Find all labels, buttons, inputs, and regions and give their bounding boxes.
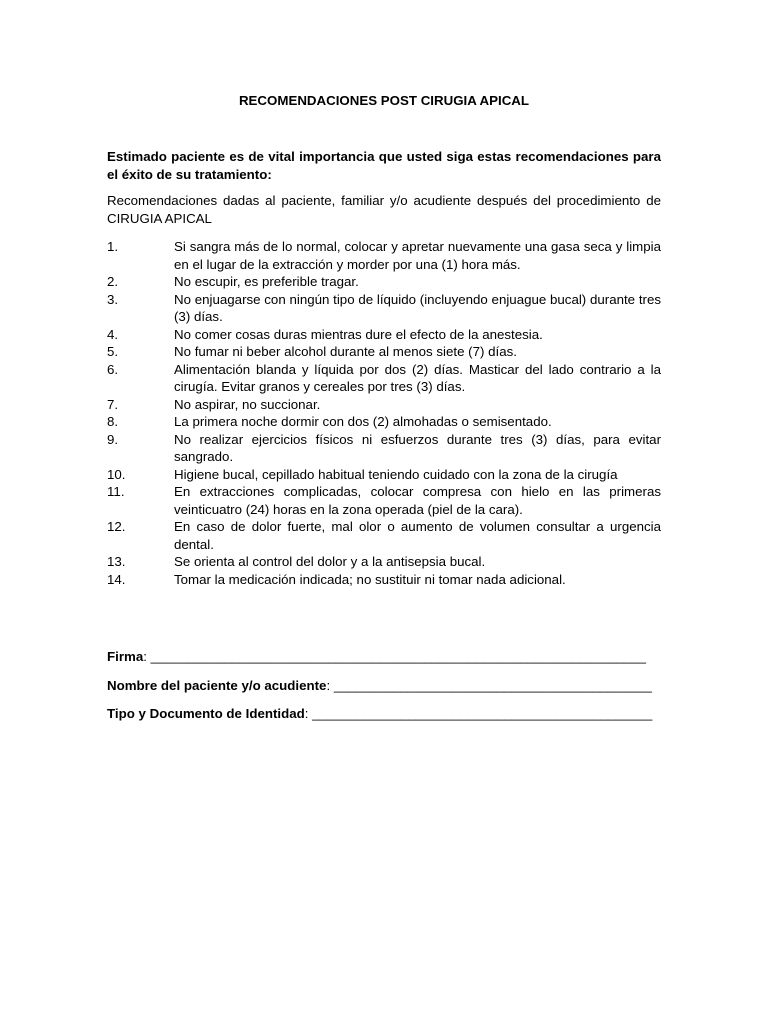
- recommendations-list: [107, 238, 661, 588]
- description-paragraph: Recomendaciones dadas al paciente, familiar y/o acudiente después del procedimiento de CIRUGIA APICAL: [107, 193, 661, 226]
- list-item: [107, 413, 661, 431]
- list-item: [107, 483, 661, 518]
- item-number: 9 .: [107, 431, 171, 449]
- item-text: Si sangra más de lo normal, colocar y apretar nuevamente una gasa seca y limpia en el lugar de la extracción y morder por una (1) hora más.: [174, 239, 661, 272]
- patient-name-row: [107, 677, 667, 695]
- list-item: [107, 553, 661, 571]
- item-number: 10 .: [107, 466, 171, 484]
- item-number: 4 .: [107, 326, 171, 344]
- item-number: 8 .: [107, 413, 171, 431]
- item-text: No enjuagarse con ningún tipo de líquido (incluyendo enjuague bucal) durante tres (3) días.: [174, 291, 661, 324]
- item-text: Alimentación blanda y líquida por dos (2) días. Masticar del lado contrario a la cirugía. Evitar granos y cereales por tres (3) días.: [174, 361, 661, 394]
- item-text: No escupir, es preferible tragar.: [174, 274, 359, 289]
- item-number: 11 .: [107, 483, 171, 501]
- item-number: 1 .: [107, 238, 171, 256]
- item-number: 7 .: [107, 396, 171, 414]
- list-item: [107, 571, 661, 589]
- item-number: 6 .: [107, 361, 171, 379]
- list-item: [107, 431, 661, 466]
- list-item: [107, 361, 661, 396]
- list-item: [107, 396, 661, 414]
- item-text: En caso de dolor fuerte, mal olor o aumento de volumen consultar a urgencia dental.: [174, 519, 661, 552]
- item-text: Tomar la medicación indicada; no sustituir ni tomar nada adicional.: [174, 571, 566, 587]
- item-text: No aspirar, no succionar.: [174, 396, 321, 412]
- item-number: 14 .: [107, 571, 171, 589]
- list-item: [107, 326, 661, 344]
- item-text: Se orienta al control del dolor y a la antisepsia bucal.: [174, 554, 486, 569]
- list-item: [107, 238, 661, 273]
- list-item: [107, 291, 661, 326]
- item-number: 13 .: [107, 553, 171, 571]
- signature-label: Firma: [107, 649, 144, 664]
- id-document-label: Tipo y Documento de Identidad: [107, 706, 305, 721]
- list-item: [107, 518, 661, 553]
- item-text: No fumar ni beber alcohol durante al menos siete (7) días.: [174, 344, 517, 359]
- item-number: 5 .: [107, 343, 171, 361]
- item-number: 2 .: [107, 273, 171, 291]
- intro-paragraph: Estimado paciente es de vital importancia que usted siga estas recomendaciones para el éxito de su tratamiento:: [107, 149, 661, 182]
- item-number: 12 .: [107, 518, 171, 536]
- list-item: [107, 466, 661, 484]
- item-number: 3 .: [107, 291, 171, 309]
- id-document-line: : ______________________________________________: [304, 706, 653, 721]
- item-text: La primera noche dormir con dos (2) almohadas o semisentado.: [174, 414, 552, 429]
- list-item: [107, 273, 661, 291]
- signature-line: : ___________________________________________________________________: [143, 649, 647, 664]
- item-text: Higiene bucal, cepillado habitual teniendo cuidado con la zona de la cirugía: [174, 466, 618, 482]
- document-title: RECOMENDACIONES POST CIRUGIA APICAL: [238, 93, 530, 108]
- item-text: No realizar ejercicios físicos ni esfuerzos durante tres (3) días, para evitar sangrado.: [174, 431, 661, 464]
- item-text: En extracciones complicadas, colocar compresa con hielo en las primeras veinticuatro (24) horas en la zona operada (piel de la cara).: [174, 484, 661, 517]
- signature-row: [107, 648, 667, 666]
- list-item: [107, 343, 661, 361]
- patient-name-line: : ___________________________________________: [326, 678, 652, 693]
- item-text: No comer cosas duras mientras dure el efecto de la anestesia.: [174, 326, 543, 342]
- id-document-row: [107, 705, 667, 723]
- patient-name-label: Nombre del paciente y/o acudiente: [107, 678, 327, 693]
